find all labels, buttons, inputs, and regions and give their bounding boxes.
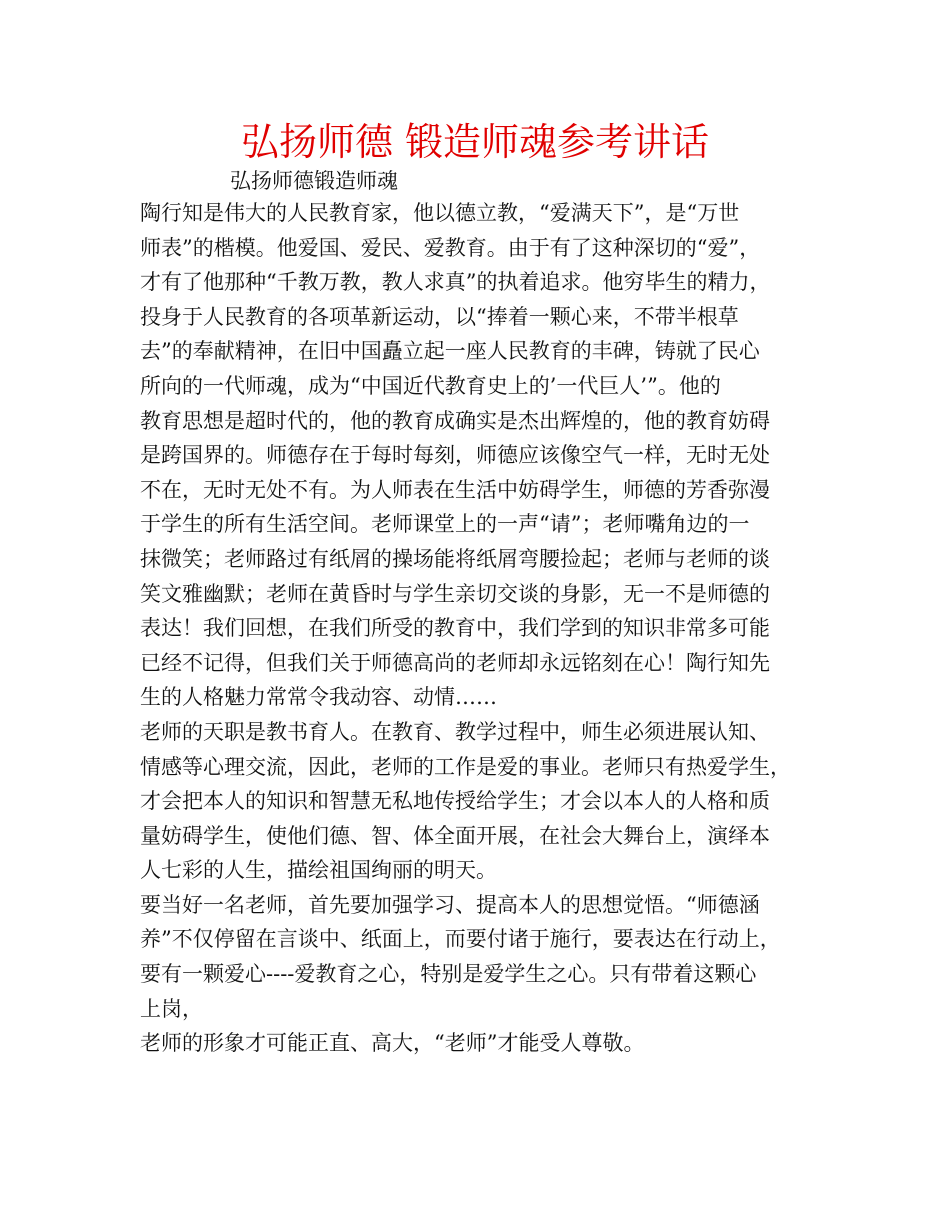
body-line: 情感等心理交流，因此，老师的工作是爱的事业。老师只有热爱学生， bbox=[140, 754, 791, 779]
body-line: 量妨碍学生，使他们德、智、体全面开展，在社会大舞台上，演绎本 bbox=[140, 823, 770, 848]
body-line: 表达！我们回想，在我们所受的教育中，我们学到的知识非常多可能 bbox=[140, 616, 770, 641]
document-subtitle: 弘扬师德锻造师魂 bbox=[230, 169, 398, 193]
body-line: 要当好一名老师，首先要加强学习、提高本人的思想觉悟。“师德涵 bbox=[140, 892, 760, 917]
body-line: 不在，无时无处不有。为人师表在生活中妨碍学生，师德的芳香弥漫 bbox=[140, 477, 770, 502]
body-line: 要有一颗爱心----爱教育之心，特别是爱学生之心。只有带着这颗心 bbox=[140, 962, 757, 987]
body-line: 笑文雅幽默；老师在黄昏时与学生亲切交谈的身影，无一不是师德的 bbox=[140, 581, 770, 606]
body-line: 老师的形象才可能正直、高大，“老师”才能受人尊敬。 bbox=[140, 1031, 645, 1056]
body-line: 陶行知是伟大的人民教育家，他以德立教，“爱满天下”，是“万世 bbox=[140, 201, 740, 225]
body-line: 上岗， bbox=[140, 996, 203, 1021]
document-title: 弘扬师德 锻造师魂参考讲话 bbox=[240, 120, 710, 164]
document-body bbox=[140, 196, 816, 1061]
body-line: 才会把本人的知识和智慧无私地传授给学生；才会以本人的人格和质 bbox=[140, 789, 770, 814]
body-line: 老师的天职是教书育人。在教育、教学过程中，师生必须进展认知、 bbox=[140, 719, 770, 744]
body-line: 生的人格魅力常常令我动容、动情…… bbox=[140, 685, 497, 710]
body-line: 于学生的所有生活空间。老师课堂上的一声“请”；老师嘴角边的一 bbox=[140, 512, 750, 537]
body-line: 才有了他那种“千教万教，教人求真”的执着追求。他穷毕生的精力， bbox=[140, 270, 771, 295]
body-line: 投身于人民教育的各项革新运动，以“捧着一颗心来，不带半根草 bbox=[140, 304, 739, 329]
body-line: 养”不仅停留在言谈中、纸面上，而要付诸于施行，要表达在行动上， bbox=[140, 927, 781, 952]
body-line: 教育思想是超时代的，他的教育成确实是杰出辉煌的，他的教育妨碍 bbox=[140, 408, 770, 433]
body-line: 师表”的楷模。他爱国、爱民、爱教育。由于有了这种深切的“爱”， bbox=[140, 235, 761, 260]
body-line: 抹微笑；老师路过有纸屑的操场能将纸屑弯腰捡起；老师与老师的谈 bbox=[140, 546, 770, 571]
body-line: 所向的一代师魂，成为“中国近代教育史上的’一代巨人’”。他的 bbox=[140, 373, 721, 398]
body-line: 已经不记得，但我们关于师德高尚的老师却永远铭刻在心！陶行知先 bbox=[140, 650, 770, 675]
body-line: 人七彩的人生，描绘祖国绚丽的明天。 bbox=[140, 858, 497, 883]
body-line: 去”的奉献精神，在旧中国矗立起一座人民教育的丰碑，铸就了民心 bbox=[140, 339, 760, 364]
body-line: 是跨国界的。师德存在于每时每刻，师德应该像空气一样，无时无处 bbox=[140, 443, 770, 468]
